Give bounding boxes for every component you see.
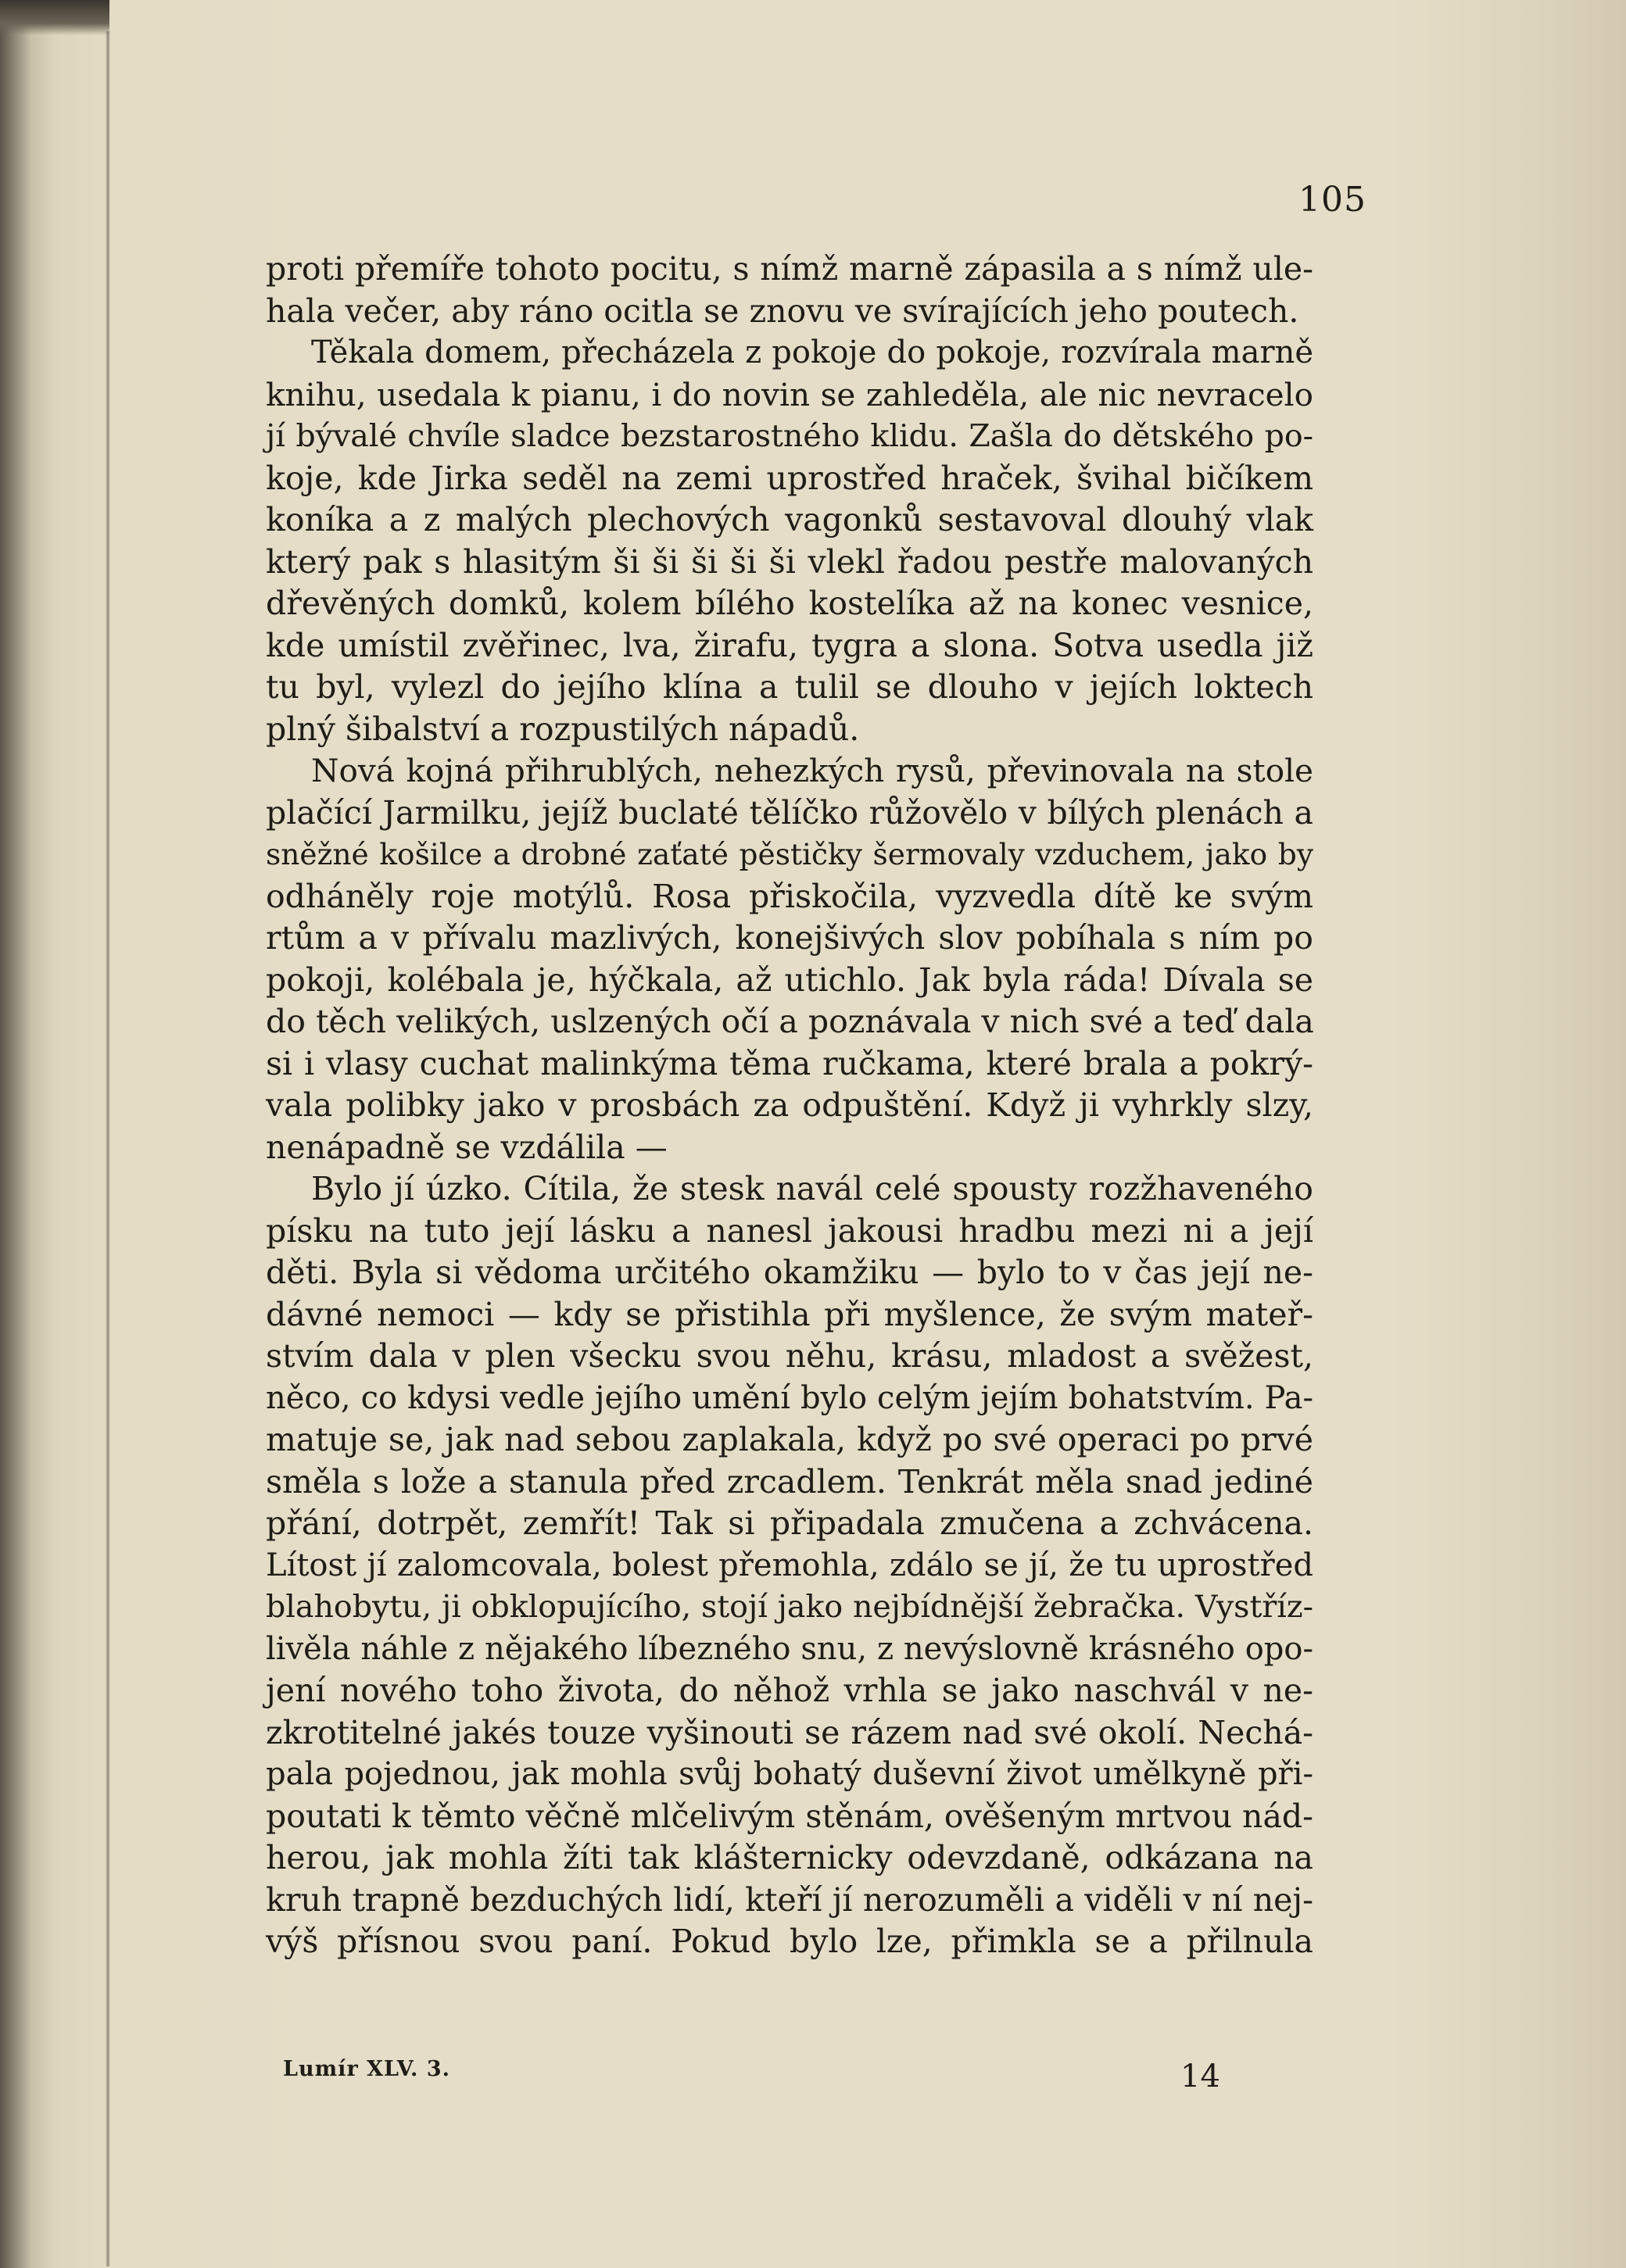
text-line: zkrotitelné jakés touze vyšinouti se rázem nad své okolí. Nechá- xyxy=(266,1713,1313,1751)
text-line: děti. Byla si vědoma určitého okamžiku — bylo to v čas její ne- xyxy=(266,1254,1313,1291)
text-line: Bylo jí úzko. Cítila, že stesk navál celé spousty rozžhaveného xyxy=(311,1170,1313,1207)
text-line: tu byl, vylezl do jejího klína a tulil se dlouho v jejích loktech xyxy=(266,668,1313,706)
text-line: směla s lože a stanula před zrcadlem. Tenkrát měla snad jediné xyxy=(266,1462,1313,1501)
text-line: jí bývalé chvíle sladce bezstarostného klidu. Zašla do dětského po- xyxy=(266,418,1313,454)
text-line: poutati k těmto věčně mlčelivým stěnám, ověšeným mrtvou nád- xyxy=(266,1797,1313,1835)
text-line: nenápadně se vzdálila — xyxy=(266,1128,668,1166)
text-line: koje, kde Jirka seděl na zemi uprostřed hraček, švihal bičíkem xyxy=(266,459,1313,497)
page-number: 105 xyxy=(1298,180,1366,220)
text-line: proti přemíře tohoto pocitu, s nímž marně zápasila a s nímž ule- xyxy=(266,250,1313,288)
text-line: sněžné košilce a drobné zaťaté pěstičky šermovaly vzduchem, jako by xyxy=(266,837,1313,871)
text-line: rtům a v přívalu mazlivých, konejšivých slov pobíhala s ním po xyxy=(266,919,1313,957)
text-line: pala pojednou, jak mohla svůj bohatý duševní život umělkyně při- xyxy=(266,1756,1313,1792)
body-text xyxy=(266,249,1313,1963)
text-line: plačící Jarmilku, jejíž buclaté tělíčko růžovělo v bílých plenách a xyxy=(266,793,1313,832)
text-line: písku na tuto její lásku a nanesl jakousi hradbu mezi ni a její xyxy=(266,1211,1313,1250)
footer-signature: Lumír XLV. 3. xyxy=(283,2057,451,2081)
text-line: výš přísnou svou paní. Pokud bylo lze, přimkla se a přilnula xyxy=(266,1923,1313,1960)
text-line: jení nového toho života, do něhož vrhla se jako naschvál v ne- xyxy=(266,1672,1313,1709)
text-line: Lítost jí zalomcovala, bolest přemohla, zdálo se jí, že tu uprostřed xyxy=(266,1547,1313,1583)
text-line: livěla náhle z nějakého líbezného snu, z nevýslovně krásného opo- xyxy=(266,1630,1313,1667)
text-line: Nová kojná přihrublých, nehezkých rysů, převinovala na stole xyxy=(311,752,1313,789)
text-line: stvím dala v plen všecku svou něhu, krásu, mladost a svěžest, xyxy=(266,1337,1313,1375)
scan-corner-shadow xyxy=(0,0,109,35)
text-line: pokoji, kolébala je, hýčkala, až utichlo. Jak byla ráda! Dívala se xyxy=(266,961,1313,999)
text-line: kruh trapně bezduchých lidí, kteří jí nerozuměli a viděli v ní nej- xyxy=(266,1880,1313,1919)
text-line: herou, jak mohla žíti tak klášternicky odevzdaně, odkázana na xyxy=(266,1839,1313,1876)
text-line: koníka a z malých plechových vagonků sestavoval dlouhý vlak xyxy=(266,501,1313,538)
text-line: přání, dotrpět, zemřít! Tak si připadala zmučena a zchvácena. xyxy=(266,1504,1313,1542)
footer-sheet-number: 14 xyxy=(1180,2059,1220,2095)
text-line: dávné nemoci — kdy se přistihla při myšlence, že svým mateř- xyxy=(266,1295,1313,1333)
text-line: plný šibalství a rozpustilých nápadů. xyxy=(266,710,860,748)
text-line: Těkala domem, přecházela z pokoje do pokoje, rozvírala marně xyxy=(311,334,1313,370)
text-line: dřevěných domků, kolem bílého kostelíka až na konec vesnice, xyxy=(266,585,1313,622)
text-line: matuje se, jak nad sebou zaplakala, když po své operaci po prvé xyxy=(266,1421,1313,1458)
page-gutter xyxy=(106,31,110,2266)
text-line: něco, co kdysi vedle jejího umění bylo celým jejím bohatstvím. Pa- xyxy=(266,1379,1313,1416)
text-line: knihu, usedala k pianu, i do novin se zahleděla, ale nic nevracelo xyxy=(266,375,1313,413)
text-line: vala polibky jako v prosbách za odpuštění. Když ji vyhrkly slzy, xyxy=(266,1086,1313,1124)
text-line: hala večer, aby ráno ocitla se znovu ve svírajících jeho poutech. xyxy=(266,292,1299,330)
text-line: kde umístil zvěřinec, lva, žirafu, tygra a slona. Sotva usedla již xyxy=(266,626,1313,664)
text-line: do těch velikých, uslzených očí a poznávala v nich své a teď dala xyxy=(266,1003,1314,1040)
text-line: který pak s hlasitým ši ši ši ši ši vlekl řadou pestře malovaných xyxy=(266,542,1313,581)
text-line: odháněly roje motýlů. Rosa přiskočila, vyzvedla dítě ke svým xyxy=(266,877,1313,915)
text-line: si i vlasy cuchat malinkýma těma ručkama, které brala a pokrý- xyxy=(266,1044,1313,1082)
text-line: blahobytu, ji obklopujícího, stojí jako nejbídnější žebračka. Vystříz- xyxy=(266,1589,1313,1625)
